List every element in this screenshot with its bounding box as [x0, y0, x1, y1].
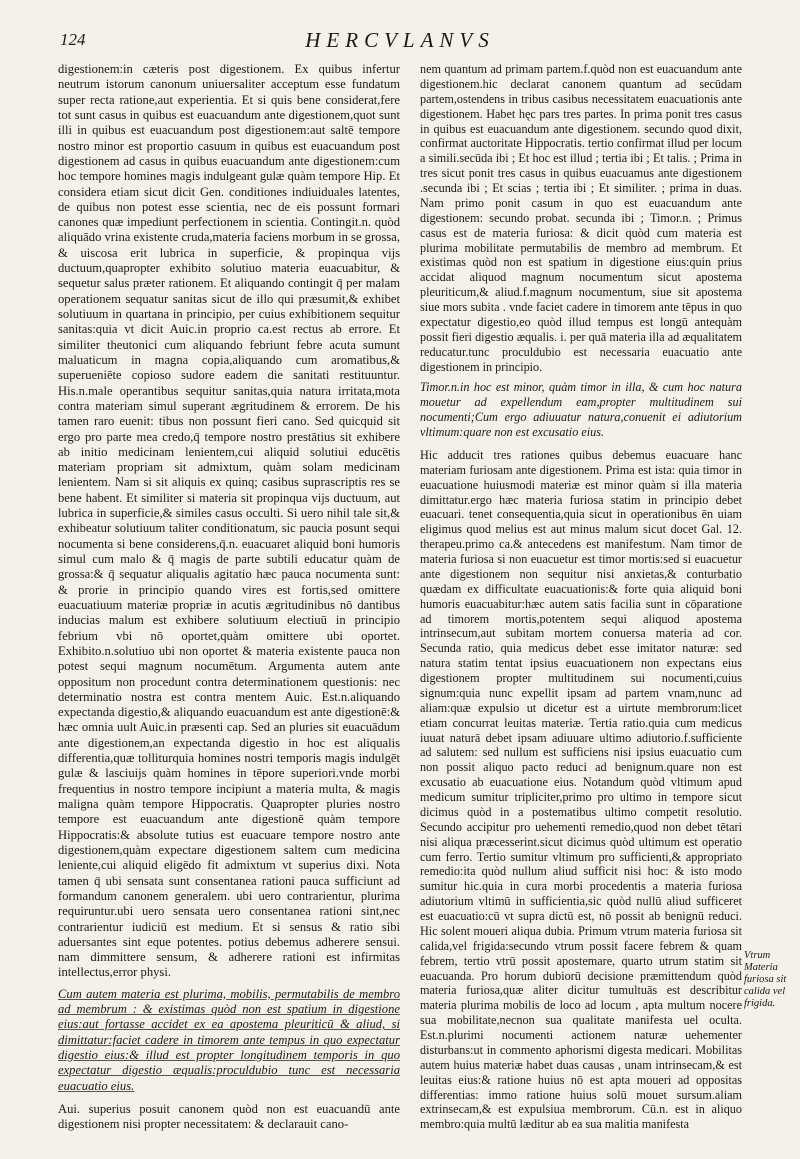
right-paragraph-commentary: nem quantum ad primam partem.f.quòd non est euacuandum ante digestionem.hic declarat canonem quantum ad secūdam partem,ostendens in tribus casibus necessitatem euacuationis ante digestionem. Habet hęc pars tres partes. In prima ponit tres casus in quibus est euacuandum ante digestionem. secundo quod dixit, confirmat auctoritate Hippocratis. tertio confirmat illud per locum a simili.secūda ibi ; Et hoc est illud ; tertia ibi ; Et talis. ; Prima in tres sicut ponit tres casus in quibus euacuamus ante digestionem .secunda ibi ; Et scias ; tertia ibi ; Et similiter. ; prima in duas. Nam primo ponit casum in quo est euacuandum ante digestionem: secundo probat. secunda ibi ; Timor.n. ; Primus casus est de materia furiosa: & dicit quòd cum materia est plurima mobilitate permutabilis de membro ad membrum. Et existimas quòd non est spatium in digestione eius:quin prius accidat aliquod magnum nocumentum sicut apostema pleuriticum,& aliud.f.magnum nocumentum, siue sit apostema siue mors subita . vnde faciet cadere in timorem ante tēpus in quo expectatur digestio,eo quòd illud tempus est longū antequàm possit fieri digestio æqualis. i. per quā materia illa ad æqualitatem reducatur.tunc proculdubio est necessaria euacuatio ante digestionem in principio.: [420, 62, 742, 374]
left-citation-avicenna: Cum autem materia est plurima, mobilis, permutabilis de membro ad membrum : & existimas quòd non est spatium in digestione eius:aut fortasse accidet ex ea apostema pleuriticū & aliud, si dimittatur:faciet cadere in timorem ante tempus in quo expectatur digestio eius:& illud est propter longitudinem temporis in quo expectatur digestio æqualis:proculdubio tunc est necessaria euacuatio eius.: [58, 986, 400, 1093]
right-column: [420, 62, 742, 1132]
page-number: 124: [60, 30, 86, 49]
left-paragraph-commentary: digestionem:in cæteris post digestionem. Ex quibus infertur neutrum istorum canonum uniuersaliter acceptum esse fundatum super recta ratione,aut experientia. Et si quis bene considerat,fere tot sunt casus in quibus est euacuandum ante digestionem,quot sunt illi in quibus est euacuandum post digestionem:aut saltē tempore nostro minor est proportio casuum in quibus est euacuandum post digestionem ad casus in quibus euacuandum ante digestionem:cum hoc tempore homines magis indulgeant gulæ quàm tempore Hip. Et considera etiam sicut dicit Gen. conditiones indiuiduales latentes, de quibus non potest esse scientia, nec de eis possunt formari canones quæ impediunt perfectionem in scientia. Contingit.n. quòd aliquādo vrina existente cruda,materia faciens morbum in se grossa, & uiscosa erit lubrica in superficie, & propinqua vijs ductuum,quapropter exhibito solutiuo materia euacuabitur, & sequetur salus præter rationem. Et aliquando contingit q̄ per malam operationem sequatur sanitas sicut de illo qui præsumit,& exhibet solutiuum in quartana in principio, per cuius exhibitionem sequitur sanitas:quia vt dicit Auic.in proprio ca.est rectus ab errore. Et similiter theutonici cum aliquando febriunt febre acuta sumunt maluaticum in magna copia,aliquando cum aromatibus,& superueniēte copioso sudore eadem die sanitati restituuntur. His.n.male operantibus sequitur sanitas,quia natura irritata,mota contra materiam simul superant ægritudinem & errorem. De his tamen raro euenit: tibus non possunt fieri cano. Sed quicquid sit ergo pro parte mea credo,q̄ tempore nostro prestātius sit exhibere ab initio medicinam lenientem,cui aliquid solutiui educētis materiam propriam sit admixtum, quàm solam medicinam lenientem. Nam si sit aliquis ex quinq; casibus suprascriptis res se bene habent. Et similiter si materia sit propinqua vijs ductuum, aut lubrica in superficie,& similes casus occulti. Si uero nihil tale sit,& exhibeatur solutiuum taliter conditionatum, sic paucia posunt sequi nocumenta si bene considerens,q̄.n. euacuaret aliquid boni humoris simul cum malo & q̄ magis de parte subtili educatur quàm de grossa:& q̄ sequatur aliqualis agitatio hæc pauca nocumenta sunt: & prorie in principio quando vires est fortis,sed omittere euacuatiuum materiæ propriæ in acutis ægritudinibus nō dantibus inducias malum est exhibere solutiuum electiuū in principio febrium vbi nō oportet,quàm omittere ubi oportet. Exhibito.n.solutiuo ubi non oportet & materia existente pauca non potest sequi magnum nocumētum. Argumenta autem ante oppositum non procedunt contra determinationem questionis: nec determinatio nostra est contra mentem Auic. Est.n.aliquando expectanda digestio,& aliquando euacuandum est ante digestionē:& hæc omnia uult Auic.in præsenti cap. Sed an pluries sit euacuādum ante digestionem,an expectanda digestio in hoc est aliqualis differentia,quæ tolliturquia homines nostri temporis magis indulgēt gulæ & lasciuijs quàm homines in tēpore superiori.vnde morbi frequentius in nostro tempore incipiunt a materia multa, & magis maligna quàm tempore Hippocratis. Quapropter pluries nostro tempore est euacuandum ante digestionē quàm tempore Hippocratis:& absolute tutius est euacuare tempore nostro ante digestionem,quàm expectare digestionem saltem cum medicina leniente,cui aliquid eligēdo fit admixtum vt superius dixi. Nota tamen q̄ ubi sensata sunt consentanea rationi pauca sufficiunt ad formandum canonem generalem. ubi uero contrarientur, plurima requiruntur.ubi uero sensata uero consentanea rationi sint,nec contrarientur iudiciū est medium. Et si sensus & ratio sibi aduersantes sint eque potentes. potius debemus adherere sensui. nam dimmittere sensum, & adherere rationi est infirmitas intellectus,error physi.: [58, 62, 401, 980]
right-paragraph-reasons: Hic adducit tres rationes quibus debemus euacuare hanc materiam furiosam ante digestionem. Prima est ista: quia timor in euacuatione huiusmodi materiæ est minor quàm si illa materia dimittatur.ergo hæc materia furiosa statim in principio debet euacuari. tenet consequentia,quia sicut in operationibus ēn uiam eligimus quod melius est aut minus malum sicut docet Gal. 12. therapeu.primo ca.& antecedens est manifestum. Nam timor de materia furiosa si non euacuetur est timor mortis:sed si euacuetur ante digestionem non sequitur nisi anxietas,& conturbatio quædam ex difficultate euacuationis:& forte quia aliquid boni humoris euacuabitur:hæc autem satis facilia sunt in cōparatione ad timorem mortis,potentem sequi aliquod apostema intrinsecum,aut subitam mortem conuersa materia ad cor. Secunda ratio, quia medicus debet esse imitator naturæ: sed natura statim tentat ipsius euacuationem non expectans eius digestionem propter multitudinem sui nocumenti,cuius signum:quia nunc expellit ipsam ad partem vnam,nunc ad aliam:quæ expulsio ut dicetur est a uirtute membrorum:licet etiam concurrat leuitas materiæ. Tertia ratio.quia cum medicus iuuat naturā debet ipsam adiuuare ultimo adiutorio.f.sufficiente ad salutem: sed nullum est sufficiens nisi ipsius euacuatio cum non possit aliquo pacto reduci ad benignum.quare non est excusatio ab euacuatione eius. Notandum quòd vltimum apud medicum sumitur tripliciter,primo pro ultimo in tempore sicut dicimus quòd in a postematibus ultimo competit resolutio. Secundo accipitur pro uehementi remedio,quod non debet tētari nisi aliqua præcesserint.sicut dicimus quòd ultimum est operatio cum ferro. Tertio sumitur vltimum pro sufficienti,& appropriato remedio:ita quòd nullum aliud sufficit nisi hoc: & isto modo sumitur hic.quia in cura morbi procedentis a materia furiosa adiutorium vltimū in sufficientia,sic quòd nullū aliud sufficeret est euacuatio:cū vt supra dictū est, nō possit ab benignū reduci. Hic solent moueri aliqua dubia. Primum vtrum materia furiosa sit calida,vel frigida:secundo vtrum possit facere febrem & quam febrem, tertio vtrū possit apostemare, quarto utrum statim sit euacuanda. Pro horum dubiorū decisione præmittendum quòd materia furiosa,quæ aliter dicitur tumultuās est describitur materia plurima mobilis de loco ad locum , apta multum nocere sua mobilitate,necnon sua qualitate manifesta uel oculta. Est.n.plurimi nocumenti actionem naturæ uehementer disturbans:ut in commento aphorismi digesta medicari. Mobilitas autem huius materiæ habet duas causas , unam intrinsecam,& est leuitas eius:& ratione huius nō est apta moueri ad oppositas differentias: immo ratione huius solū mouet sursum.aliam extrinsecam,& est expulsiua membrorum. Cū.n. est in aliquo membro:quia multū læditur ab ea sua malitia manifesta: [420, 447, 742, 1132]
left-paragraph-continuation: Aui. superius posuit canonem quòd non est euacuandū ante digestionem nisi propter necessitatem: & declarauit cano-: [58, 1101, 400, 1132]
right-citation-timor: Timor.n.in hoc est minor, quàm timor in illa, & cum hoc natura mouetur ad expellendum eam,propter multitudinem sui nocumenti;Cum ergo adiuuatur natura,conuenit ei adiutorium vltimum:quare non est excusatio eius.: [420, 380, 742, 439]
left-column: [58, 62, 400, 1133]
page-header: [0, 26, 800, 56]
running-title: HERCVLANVS: [305, 28, 495, 52]
margin-note: Vtrum Materia furiosa sit calida vel frigida.: [744, 950, 787, 1009]
